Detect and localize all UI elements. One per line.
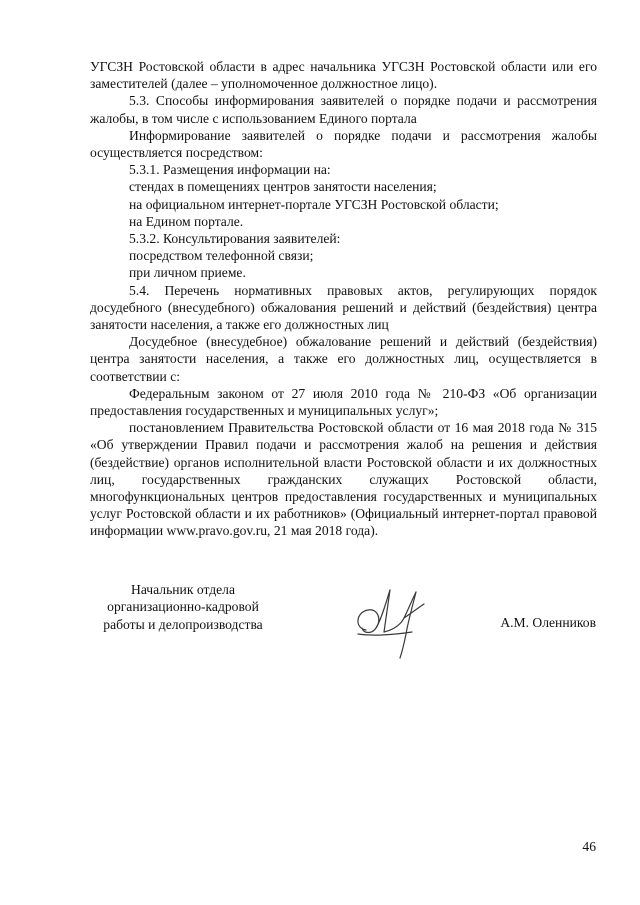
paragraph-appeal-basis: Досудебное (внесудебное) обжалование решений и действий (бездействия) центра занятости населения, а также его должностных лиц, осуществляется в соответствии с: [90,334,597,384]
list-item: посредством телефонной связи; [129,248,314,264]
signatory-position-line: Начальник отдела [131,582,235,597]
signatory-position-line: организационно-кадровой [107,599,259,615]
section-5-4-heading: 5.4. Перечень нормативных правовых актов, регулирующих порядок досудебного (внесудебного) обжалования решений и действий (бездействия) центра занятости населения, а также его должностных лиц [90,282,597,333]
signatory-position-line: работы и делопроизводства [103,616,263,632]
handwritten-signature [352,578,442,660]
list-item: на официальном интернет-портале УГСЗН Ростовской области; [129,196,499,212]
paragraph-resolution: постановлением Правительства Ростовской области от 16 мая 2018 года № 315 «Об утверждении Правил подачи и рассмотрения жалоб на решения и действия (бездействие) органов исполнительной власти Ростовской области и их должностных лиц, государственных гражданских служащих Ростовской области, многофункциональных центров предоставления государственных и муниципальных услуг Ростовской области и их работников» (Официальный интернет-портал правовой информации www.pravo.gov.ru, 21 мая 2018 года). [90,420,597,539]
page-number: 46 [582,839,596,854]
item-5-3-2: 5.3.2. Консультирования заявителей: [129,231,341,247]
list-item: на Едином портале. [129,213,244,229]
paragraph-continuation: УГСЗН Ростовской области в адрес начальника УГСЗН Ростовской области или его заместителей (далее – уполномоченное должностное лицо). [90,59,597,92]
signatory-position [90,581,276,633]
paragraph-federal-law: Федеральным законом от 27 июля 2010 года № 210-ФЗ «Об организации предоставления государственных и муниципальных услуг»; [90,385,597,419]
item-5-3-1: 5.3.1. Размещения информации на: [129,162,331,178]
list-item: стендах в помещениях центров занятости населения; [129,179,437,195]
section-5-3-heading: 5.3. Способы информирования заявителей о порядке подачи и рассмотрения жалобы, в том числе с использованием Единого портала [90,93,597,126]
paragraph-informing: Информирование заявителей о порядке подачи и рассмотрения жалобы осуществляется посредством: [90,127,597,161]
document-body [90,58,597,540]
list-item: при личном приеме. [129,265,246,281]
signatory-name: А.М. Оленников [500,615,596,630]
